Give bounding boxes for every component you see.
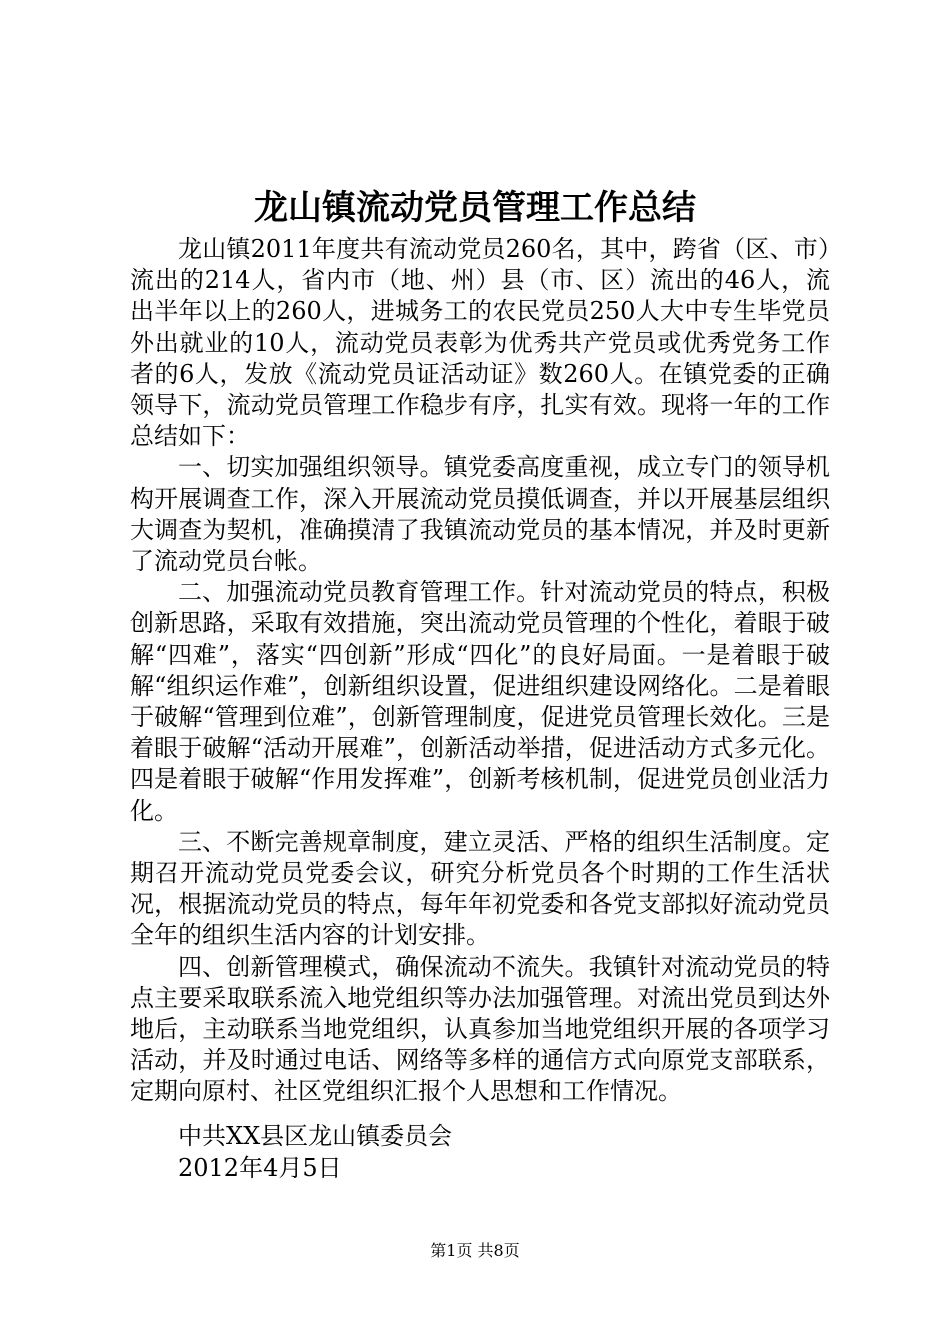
signature-date: 2012年4月5日 xyxy=(178,1154,342,1182)
document-title: 龙山镇流动党员管理工作总结 xyxy=(254,188,696,228)
signature-organization: 中共XX县区龙山镇委员会 xyxy=(178,1122,453,1150)
section-1-paragraph: 一、切实加强组织领导。镇党委高度重视，成立专门的领导机构开展调查工作，深入开展流动党员摸低调查，并以开展基层组织大调查为契机，准确摸清了我镇流动党员的基本情况，并及时更新了流动党员台帐。 xyxy=(130,453,830,576)
section-2-paragraph: 二、加强流动党员教育管理工作。针对流动党员的特点，积极创新思路，采取有效措施，突出流动党员管理的个性化，着眼于破解“四难”，落实“四创新”形成“四化”的良好局面。一是着眼于破解“组织运作难”，创新组织设置，促进组织建设网络化。二是着眼于破解“管理到位难”，创新管理制度，促进党员管理长效化。三是着眼于破解“活动开展难”，创新活动举措，促进活动方式多元化。四是着眼于破解“作用发挥难”，创新考核机制，促进党员创业活力化。 xyxy=(130,578,830,825)
intro-paragraph: 龙山镇2011年度共有流动党员260名，其中，跨省（区、市）流出的214人，省内市（地、州）县（市、区）流出的46人，流出半年以上的260人，进城务工的农民党员250人大中专生毕党员外出就业的10人，流动党员表彰为优秀共产党员或优秀党务工作者的6人，发放《流动党员证活动证》数260人。在镇党委的正确领导下，流动党员管理工作稳步有序，扎实有效。现将一年的工作总结如下： xyxy=(130,235,830,451)
section-3-paragraph: 三、不断完善规章制度，建立灵活、严格的组织生活制度。定期召开流动党员党委会议，研究分析党员各个时期的工作生活状况，根据流动党员的特点，每年年初党委和各党支部拟好流动党员全年的组织生活内容的计划安排。 xyxy=(130,827,830,950)
page-footer: 第1页 共8页 xyxy=(430,1241,520,1260)
section-4-paragraph: 四、创新管理模式，确保流动不流失。我镇针对流动党员的特点主要采取联系流入地党组织等办法加强管理。对流出党员到达外地后，主动联系当地党组织，认真参加当地党组织开展的各项学习活动，并及时通过电话、网络等多样的通信方式向原党支部联系，定期向原村、社区党组织汇报个人思想和工作情况。 xyxy=(130,952,830,1106)
signature-block xyxy=(178,1120,452,1184)
document-body xyxy=(130,234,830,1108)
